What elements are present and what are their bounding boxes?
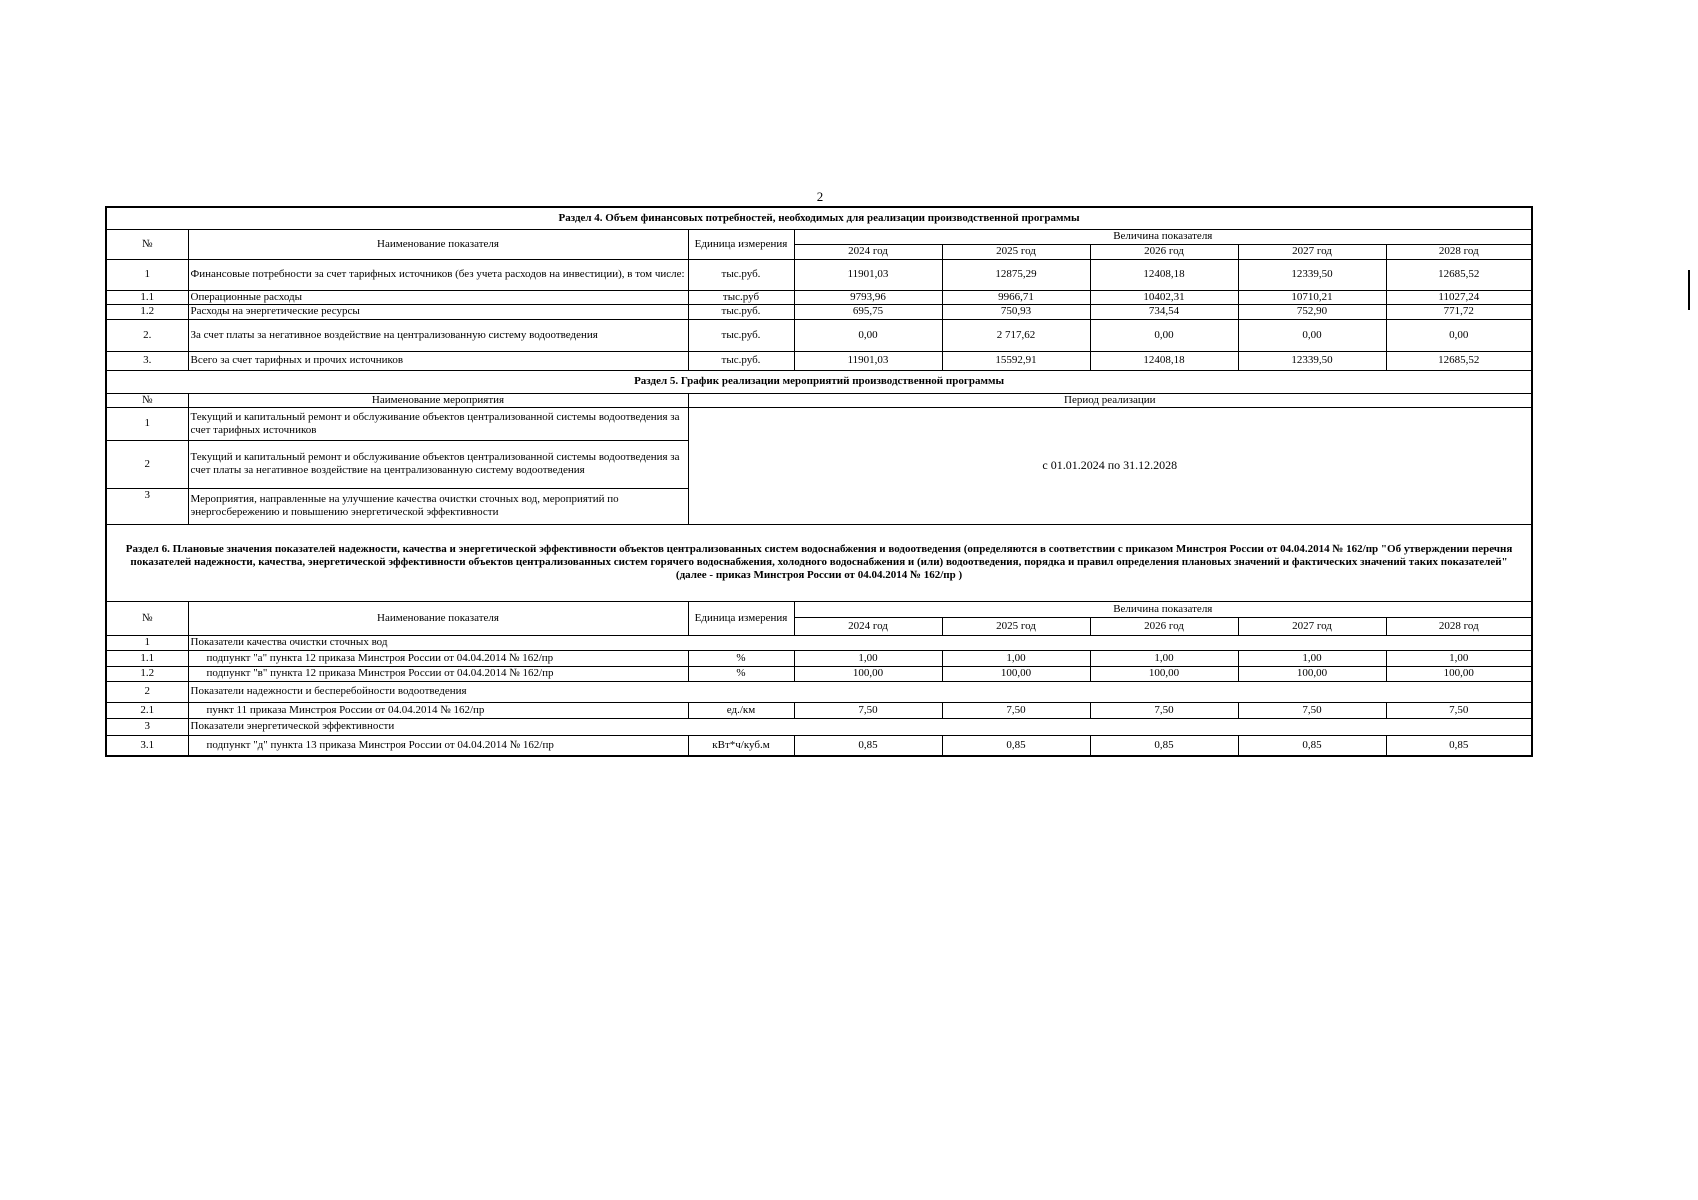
row-value: 0,85 — [942, 735, 1090, 756]
s6-year: 2027 год — [1238, 617, 1386, 635]
row-name: Финансовые потребности за счет тарифных источников (без учета расходов на инвестиции), в том числе: — [188, 259, 688, 290]
row-value: 1,00 — [1238, 650, 1386, 666]
row-no: 1 — [106, 635, 188, 650]
group-name: Показатели энергетической эффективности — [188, 718, 1532, 735]
row-no: 2 — [106, 681, 188, 702]
row-unit: кВт*ч/куб.м — [688, 735, 794, 756]
row-value: 1,00 — [942, 650, 1090, 666]
row-value: 7,50 — [942, 702, 1090, 718]
row-name: За счет платы за негативное воздействие на централизованную систему водоотведения — [188, 319, 688, 351]
row-value: 0,00 — [1090, 319, 1238, 351]
row-value: 7,50 — [1238, 702, 1386, 718]
s4-header-name: Наименование показателя — [188, 229, 688, 259]
row-no: 1 — [106, 407, 188, 440]
row-value: 12408,18 — [1090, 351, 1238, 370]
row-name: подпункт "в" пункта 12 приказа Минстроя России от 04.04.2014 № 162/пр — [188, 666, 688, 681]
table-row — [106, 290, 1532, 304]
row-value: 11901,03 — [794, 259, 942, 290]
table-row — [106, 681, 1532, 702]
row-unit: тыс.руб. — [688, 319, 794, 351]
table-row — [106, 351, 1532, 370]
s6-header-value: Величина показателя — [794, 601, 1532, 617]
row-no: 1.1 — [106, 290, 188, 304]
row-value: 1,00 — [1090, 650, 1238, 666]
row-name: Мероприятия, направленные на улучшение качества очистки сточных вод, мероприятий по энергосбережению и повышению энергетической эффективности — [188, 488, 688, 524]
section4-title: Раздел 4. Объем финансовых потребностей, необходимых для реализации производственной программы — [106, 207, 1532, 229]
table-row — [106, 407, 1532, 440]
table-row — [106, 319, 1532, 351]
row-value: 752,90 — [1238, 304, 1386, 319]
row-name: подпункт "а" пункта 12 приказа Минстроя России от 04.04.2014 № 162/пр — [188, 650, 688, 666]
row-value: 12339,50 — [1238, 351, 1386, 370]
row-name: Текущий и капитальный ремонт и обслуживание объектов централизованной системы водоотведения за счет платы за негативное воздействие на централизованную систему водоотведения — [188, 440, 688, 488]
row-value: 771,72 — [1386, 304, 1532, 319]
s4-year: 2024 год — [794, 244, 942, 259]
s6-year: 2025 год — [942, 617, 1090, 635]
row-value: 100,00 — [794, 666, 942, 681]
s4-year: 2028 год — [1386, 244, 1532, 259]
row-unit: тыс.руб. — [688, 351, 794, 370]
row-value: 0,85 — [794, 735, 942, 756]
row-unit: тыс.руб. — [688, 304, 794, 319]
row-name: Операционные расходы — [188, 290, 688, 304]
row-value: 7,50 — [794, 702, 942, 718]
s6-header-unit: Единица измерения — [688, 601, 794, 635]
table-row — [106, 650, 1532, 666]
row-value: 695,75 — [794, 304, 942, 319]
row-value: 12408,18 — [1090, 259, 1238, 290]
page-number: 2 — [816, 189, 824, 204]
row-no: 3.1 — [106, 735, 188, 756]
s6-year: 2028 год — [1386, 617, 1532, 635]
row-unit: ед./км — [688, 702, 794, 718]
row-name: пункт 11 приказа Минстроя России от 04.04.2014 № 162/пр — [188, 702, 688, 718]
row-name: подпункт "д" пункта 13 приказа Минстроя России от 04.04.2014 № 162/пр — [188, 735, 688, 756]
row-value: 12339,50 — [1238, 259, 1386, 290]
main-table — [105, 206, 1533, 757]
s4-header-unit: Единица измерения — [688, 229, 794, 259]
row-value: 0,85 — [1238, 735, 1386, 756]
row-value: 750,93 — [942, 304, 1090, 319]
row-no: 1 — [106, 259, 188, 290]
row-name: Расходы на энергетические ресурсы — [188, 304, 688, 319]
row-name: Всего за счет тарифных и прочих источников — [188, 351, 688, 370]
section5-title: Раздел 5. График реализации мероприятий производственной программы — [106, 370, 1532, 393]
section6-title: Раздел 6. Плановые значения показателей надежности, качества и энергетической эффективности объектов централизованных систем водоснабжения и водоотведения (определяются в соответствии с приказом Минстроя России от 04.04.2014 № 162/пр "Об утверждении перечня показателей надежности, качества, энергетической эффективности объектов централизованных систем горячего водоснабжения, холодного водоснабжения и (или) водоотведения, порядка и правил определения плановых значений и фактических значений таких показателей" (далее - приказ Минстроя России от 04.04.2014 № 162/пр ) — [106, 524, 1532, 601]
row-value: 100,00 — [1090, 666, 1238, 681]
row-value: 9966,71 — [942, 290, 1090, 304]
scan-edge-mark — [1688, 270, 1690, 310]
row-no: 3 — [106, 718, 188, 735]
row-value: 0,85 — [1090, 735, 1238, 756]
row-no: 1.2 — [106, 304, 188, 319]
row-value: 15592,91 — [942, 351, 1090, 370]
row-value: 100,00 — [942, 666, 1090, 681]
row-value: 1,00 — [1386, 650, 1532, 666]
s6-year: 2026 год — [1090, 617, 1238, 635]
row-value: 11901,03 — [794, 351, 942, 370]
row-unit: тыс.руб — [688, 290, 794, 304]
row-value: 100,00 — [1238, 666, 1386, 681]
row-value: 734,54 — [1090, 304, 1238, 319]
table-row — [106, 666, 1532, 681]
row-value: 0,00 — [1238, 319, 1386, 351]
implementation-period: с 01.01.2024 по 31.12.2028 — [688, 407, 1532, 524]
row-unit: % — [688, 650, 794, 666]
table-row — [106, 702, 1532, 718]
row-value: 9793,96 — [794, 290, 942, 304]
s5-header-period: Период реализации — [688, 393, 1532, 407]
row-no: 2. — [106, 319, 188, 351]
group-name: Показатели качества очистки сточных вод — [188, 635, 1532, 650]
row-unit: % — [688, 666, 794, 681]
s5-header-name: Наименование мероприятия — [188, 393, 688, 407]
s5-header-no: № — [106, 393, 188, 407]
table-row — [106, 718, 1532, 735]
s4-year: 2026 год — [1090, 244, 1238, 259]
row-value: 0,85 — [1386, 735, 1532, 756]
row-no: 3 — [106, 488, 188, 524]
row-no: 2.1 — [106, 702, 188, 718]
table-row — [106, 635, 1532, 650]
table-row — [106, 304, 1532, 319]
row-name: Текущий и капитальный ремонт и обслуживание объектов централизованной системы водоотведения за счет тарифных источников — [188, 407, 688, 440]
s4-year: 2027 год — [1238, 244, 1386, 259]
row-value: 1,00 — [794, 650, 942, 666]
row-value: 10710,21 — [1238, 290, 1386, 304]
row-value: 12685,52 — [1386, 351, 1532, 370]
row-value: 0,00 — [1386, 319, 1532, 351]
row-value: 100,00 — [1386, 666, 1532, 681]
row-value: 7,50 — [1386, 702, 1532, 718]
row-no: 3. — [106, 351, 188, 370]
table-row — [106, 735, 1532, 756]
row-no: 2 — [106, 440, 188, 488]
table-row — [106, 259, 1532, 290]
row-no: 1.1 — [106, 650, 188, 666]
row-value: 10402,31 — [1090, 290, 1238, 304]
s6-header-no: № — [106, 601, 188, 635]
s4-header-value: Величина показателя — [794, 229, 1532, 244]
row-no: 1.2 — [106, 666, 188, 681]
row-value: 2 717,62 — [942, 319, 1090, 351]
row-value: 11027,24 — [1386, 290, 1532, 304]
row-value: 7,50 — [1090, 702, 1238, 718]
row-value: 12685,52 — [1386, 259, 1532, 290]
row-unit: тыс.руб. — [688, 259, 794, 290]
s6-header-name: Наименование показателя — [188, 601, 688, 635]
s6-year: 2024 год — [794, 617, 942, 635]
row-value: 12875,29 — [942, 259, 1090, 290]
s4-year: 2025 год — [942, 244, 1090, 259]
s4-header-no: № — [106, 229, 188, 259]
row-value: 0,00 — [794, 319, 942, 351]
group-name: Показатели надежности и бесперебойности водоотведения — [188, 681, 1532, 702]
